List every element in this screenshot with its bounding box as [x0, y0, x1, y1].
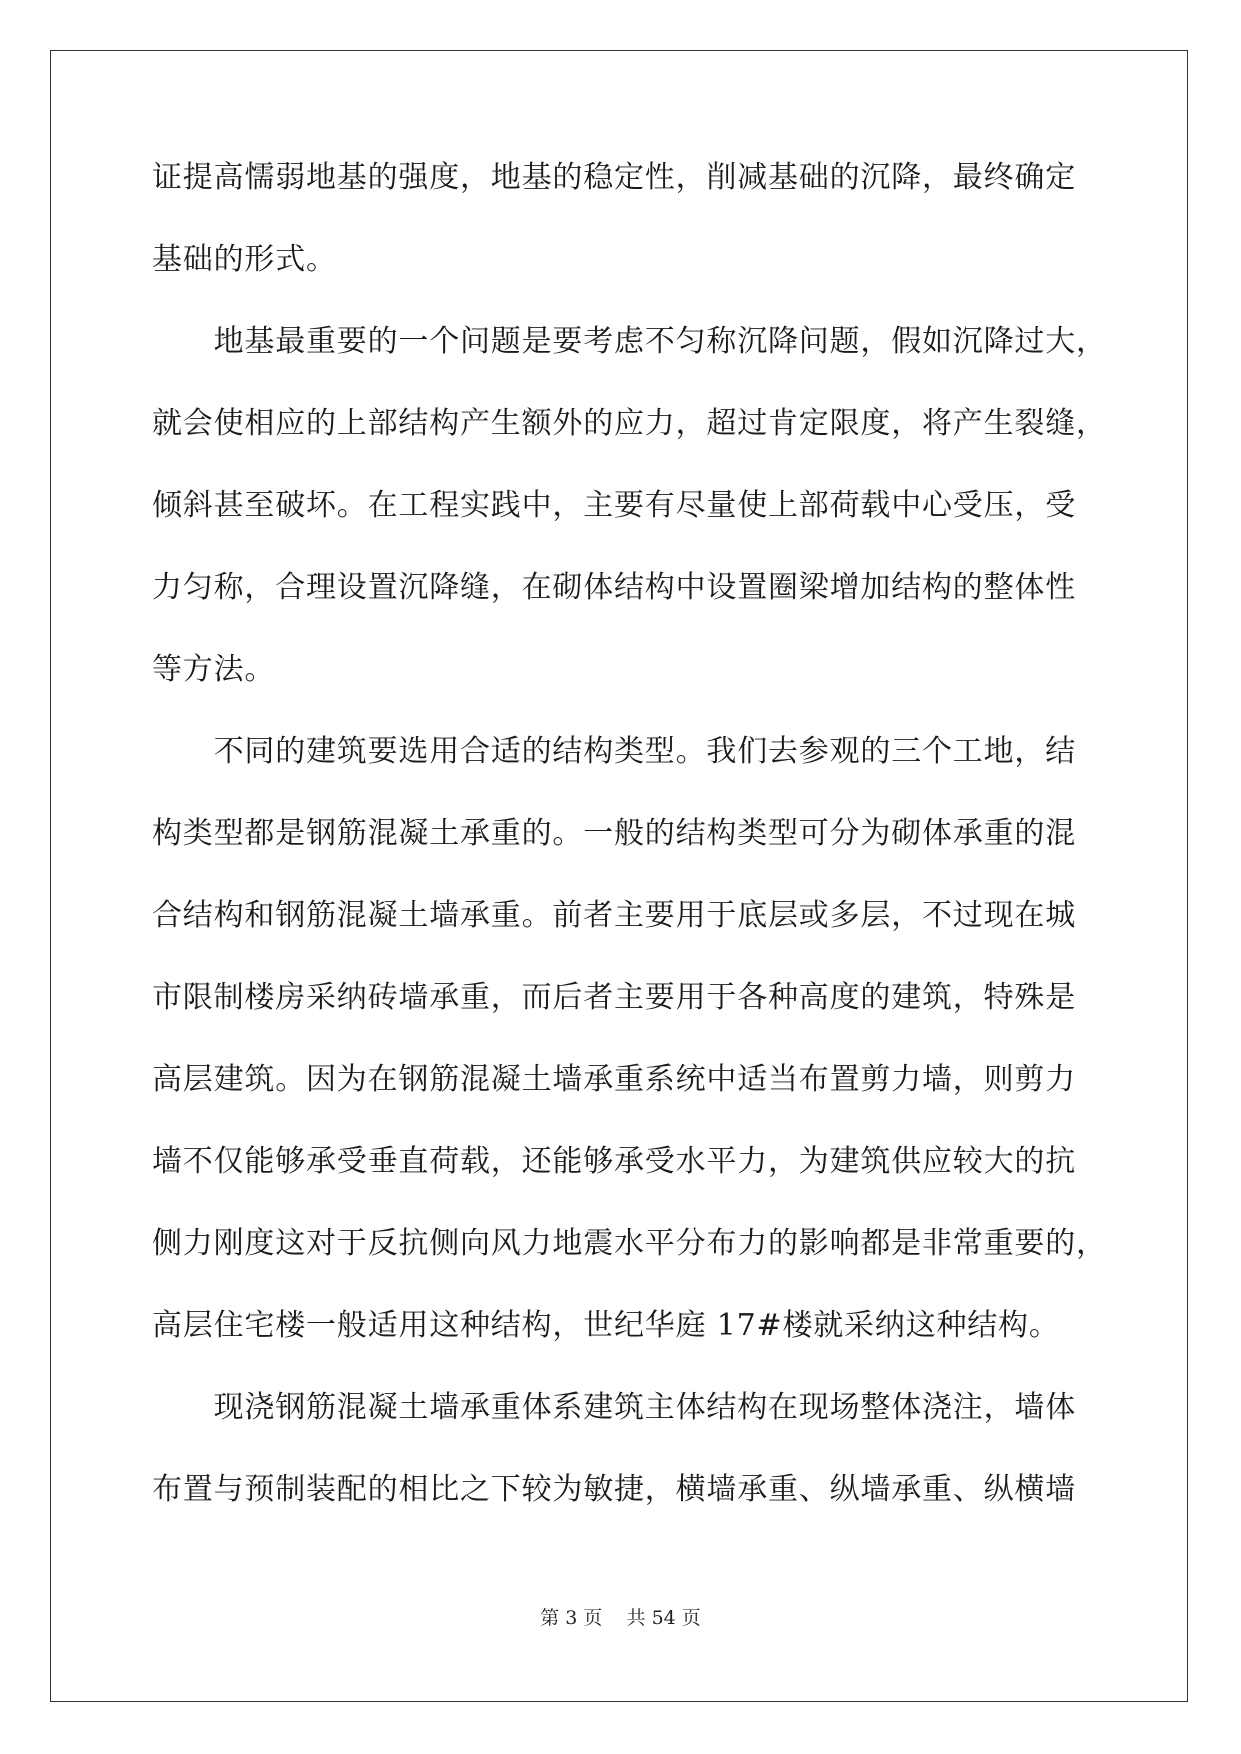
text-line: 高层建筑。因为在钢筋混凝土墙承重系统中适当布置剪力墙，则剪力	[152, 1062, 1076, 1097]
text-line: 高层住宅楼一般适用这种结构，世纪华庭 17#楼就采纳这种结构。	[152, 1308, 1060, 1343]
text-line: 侧力刚度这对于反抗侧向风力地震水平分布力的影响都是非常重要的，	[152, 1226, 1107, 1261]
text-line: 合结构和钢筋混凝土墙承重。前者主要用于底层或多层，不过现在城	[152, 898, 1076, 933]
text-line: 构类型都是钢筋混凝土承重的。一般的结构类型可分为砌体承重的混	[152, 816, 1076, 851]
text-line: 布置与预制装配的相比之下较为敏捷，横墙承重、纵墙承重、纵横墙	[152, 1472, 1076, 1507]
text-line: 倾斜甚至破坏。在工程实践中，主要有尽量使上部荷载中心受压，受	[152, 488, 1076, 523]
text-line: 证提高懦弱地基的强度，地基的稳定性，削减基础的沉降，最终确定	[152, 160, 1076, 195]
text-line: 力匀称，合理设置沉降缝，在砌体结构中设置圈梁增加结构的整体性	[152, 570, 1076, 605]
body-text	[152, 158, 1112, 1552]
text-line: 地基最重要的一个问题是要考虑不匀称沉降问题，假如沉降过大，	[152, 324, 1107, 359]
page-footer: 第 3 页 共 54 页	[540, 1607, 701, 1629]
text-line: 现浇钢筋混凝土墙承重体系建筑主体结构在现场整体浇注，墙体	[152, 1390, 1076, 1425]
text-line: 等方法。	[152, 652, 276, 687]
text-line: 墙不仅能够承受垂直荷载，还能够承受水平力，为建筑供应较大的抗	[152, 1144, 1076, 1179]
text-line: 市限制楼房采纳砖墙承重，而后者主要用于各种高度的建筑，特殊是	[152, 980, 1076, 1015]
text-line: 就会使相应的上部结构产生额外的应力，超过肯定限度，将产生裂缝，	[152, 406, 1107, 441]
text-line: 不同的建筑要选用合适的结构类型。我们去参观的三个工地，结	[152, 734, 1076, 769]
text-line: 基础的形式。	[152, 242, 337, 277]
